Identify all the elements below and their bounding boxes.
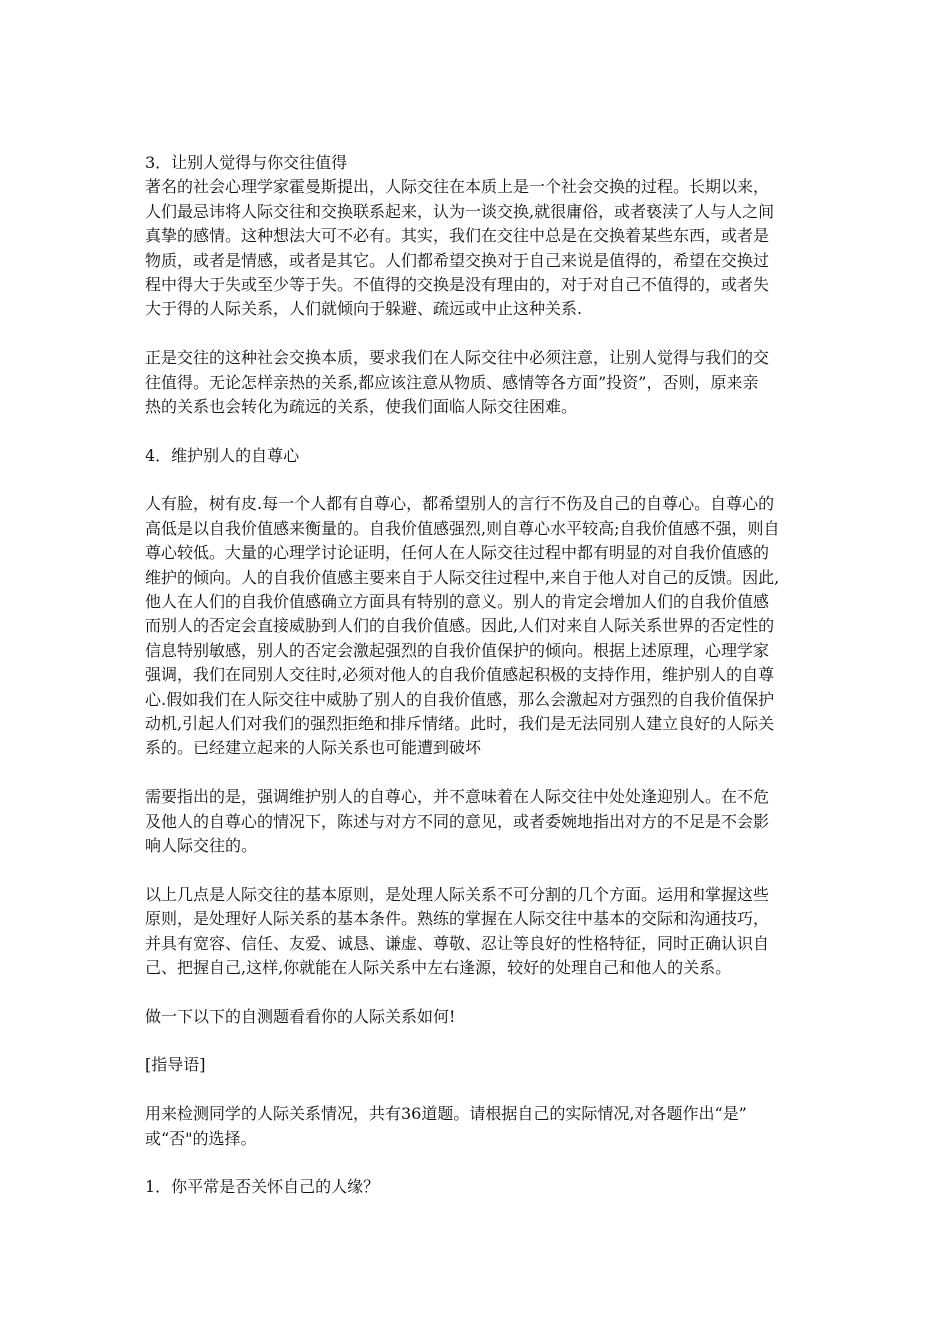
text-line: 大于得的人际关系，人们就倾向于躲避、疏远或中止这种关系. — [145, 299, 583, 319]
question-1: 1．你平常是否关怀自己的人缘？ — [145, 1177, 380, 1197]
text-line: 程中得大于失或至少等于失。不值得的交换是没有理由的，对于对自己不值得的，或者失 — [145, 274, 770, 294]
paragraph-gap — [145, 761, 810, 785]
text-line: 心.假如我们在人际交往中威胁了别人的自我价值感，那么会激起对方强烈的自我价值保护 — [145, 689, 775, 709]
text-line: 人们最忌讳将人际交往和交换联系起来，认为一谈交换,就很庸俗，或者亵渎了人与人之间 — [145, 201, 775, 221]
paragraph-gap — [145, 858, 810, 882]
text-line: 响人际交往的。 — [145, 835, 258, 855]
text-line: 物质，或者是情感，或者是其它。人们都希望交换对于自己来说是值得的，希望在交换过 — [145, 250, 770, 270]
text-line: 动机,引起人们对我们的强烈拒绝和排斥情绪。此时，我们是无法同别人建立良好的人际关 — [145, 713, 775, 733]
text-line: 著名的社会心理学家霍曼斯提出，人际交往在本质上是一个社会交换的过程。长期以来， — [145, 177, 770, 197]
section-3-heading: 3．让别人觉得与你交往值得 — [145, 153, 348, 172]
text-line: 己、把握自己,这样,你就能在人际关系中左右逢源，较好的处理自己和他人的关系。 — [145, 957, 732, 977]
text-line: 信息特别敏感，别人的否定会激起强烈的自我价值保护的倾向。根据上述原理，心理学家 — [145, 640, 770, 660]
paragraph-gap — [145, 980, 810, 1004]
section-4-paragraph-1 — [145, 492, 810, 760]
document-page — [145, 151, 810, 1200]
section-4-paragraph-2 — [145, 785, 810, 858]
summary-paragraph — [145, 883, 810, 981]
text-line: 往值得。无论怎样亲热的关系,都应该注意从物质、感情等各方面”投资”，否则，原来亲 — [145, 372, 759, 392]
text-line: 并具有宽容、信任、友爱、诚恳、谦虚、尊敬、忍让等良好的性格特征，同时正确认识自 — [145, 933, 770, 953]
paragraph-gap — [145, 1151, 810, 1175]
text-line: 用来检测同学的人际关系情况，共有36道题。请根据自己的实际情况,对各题作出“是” — [145, 1104, 747, 1124]
text-line: 而别人的否定会直接威胁到人们的自我价值感。因此,人们对来自人际关系世界的否定性的 — [145, 616, 775, 636]
text-line: 尊心较低。大量的心理学讨论证明，任何人在人际交往过程中都有明显的对自我价值感的 — [145, 543, 770, 563]
text-line: 及他人的自尊心的情况下，陈述与对方不同的意见，或者委婉地指出对方的不足是不会影 — [145, 811, 770, 831]
paragraph-gap — [145, 468, 810, 492]
text-line: 正是交往的这种社会交换本质，要求我们在人际交往中必须注意，让别人觉得与我们的交 — [145, 348, 770, 368]
text-line: 系的。已经建立起来的人际关系也可能遭到破坏 — [145, 738, 482, 758]
guide-paragraph — [145, 1102, 810, 1151]
text-line: 高低是以自我价值感来衡量的。自我价值感强烈,则自尊心水平较高;自我价值感不强，则自 — [145, 518, 780, 538]
section-3-paragraph-2 — [145, 346, 810, 419]
paragraph-gap — [145, 322, 810, 346]
text-line: 热的关系也会转化为疏远的关系，使我们面临人际交往困难。 — [145, 396, 578, 416]
text-line: 需要指出的是，强调维护别人的自尊心，并不意味着在人际交往中处处逢迎别人。在不危 — [145, 787, 770, 807]
section-3-paragraph-1 — [145, 175, 810, 321]
guide-label: [指导语] — [145, 1055, 206, 1075]
text-line: 人有脸，树有皮.每一个人都有自尊心，都希望别人的言行不伤及自己的自尊心。自尊心的 — [145, 494, 775, 514]
text-line: 或“否"的选择。 — [145, 1128, 257, 1148]
text-line: 以上几点是人际交往的基本原则，是处理人际关系不可分割的几个方面。运用和掌握这些 — [145, 884, 770, 904]
section-4-heading: 4．维护别人的自尊心 — [145, 445, 300, 465]
text-line: 原则，是处理好人际关系的基本条件。熟练的掌握在人际交往中基本的交际和沟通技巧， — [145, 909, 770, 929]
paragraph-gap — [145, 1029, 810, 1053]
text-line: 强调，我们在同别人交往时,必须对他人的自我价值感起积极的支持作用，维护别人的自尊 — [145, 665, 775, 685]
text-line: 他人在人们的自我价值感确立方面具有特别的意义。别人的肯定会增加人们的自我价值感 — [145, 592, 770, 612]
text-line: 维护的倾向。人的自我价值感主要来自于人际交往过程中,来自于他人对自己的反馈。因此, — [145, 567, 780, 587]
paragraph-gap — [145, 1078, 810, 1102]
paragraph-gap — [145, 419, 810, 443]
quiz-intro: 做一下以下的自测题看看你的人际关系如何! — [145, 1006, 456, 1026]
text-line: 真挚的感情。这种想法大可不必有。其实，我们在交往中总是在交换着某些东西，或者是 — [145, 226, 770, 246]
